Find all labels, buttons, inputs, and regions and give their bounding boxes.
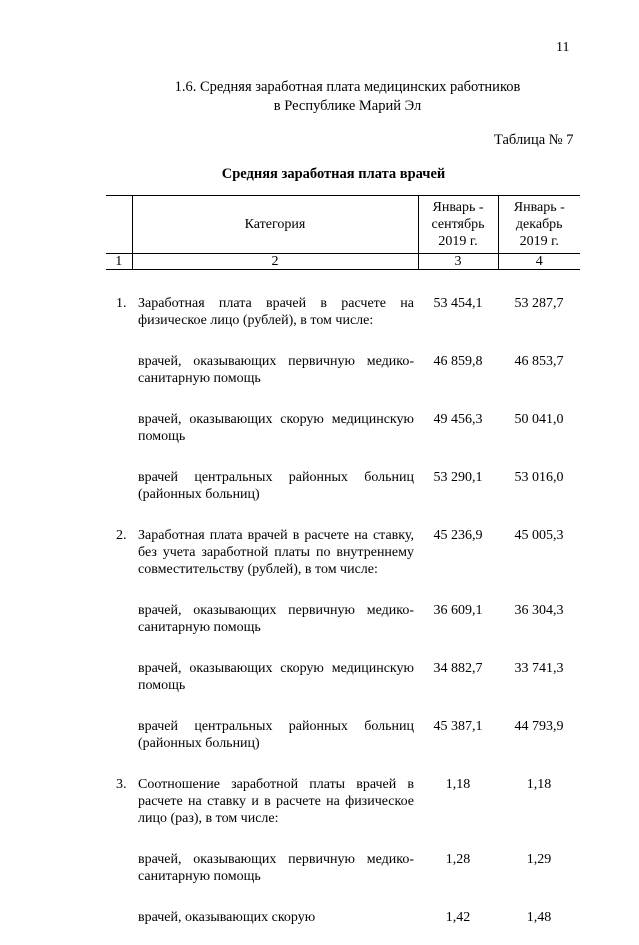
row-value-jan-sep: 46 859,8	[418, 348, 498, 406]
row-value-jan-dec: 53 016,0	[498, 464, 580, 522]
table-row	[106, 522, 580, 597]
header-period-b-line-3: 2019 г.	[503, 233, 577, 250]
row-number: 1.	[106, 270, 132, 349]
row-value-jan-sep: 53 290,1	[418, 464, 498, 522]
row-number: 2.	[106, 522, 132, 597]
header-period-b-line-1: Январь -	[503, 199, 577, 216]
row-value-jan-sep: 1,28	[418, 846, 498, 904]
row-value-jan-dec: 1,48	[498, 904, 580, 945]
row-value-jan-sep: 1,42	[418, 904, 498, 945]
header-period-jan-dec	[498, 196, 580, 254]
header-period-b-line-2: декабрь	[503, 216, 577, 233]
row-value-jan-dec: 33 741,3	[498, 655, 580, 713]
table-row	[106, 348, 580, 406]
table-row	[106, 464, 580, 522]
row-value-jan-dec: 53 287,7	[498, 270, 580, 349]
row-category-text: Заработная плата врачей в расчете на физическое лицо (рублей), в том числе:	[132, 270, 418, 349]
row-category-text: врачей, оказывающих первичную медико-санитарную помощь	[132, 597, 418, 655]
row-category-text: врачей центральных районных больниц (районных больниц)	[132, 713, 418, 771]
table-row	[106, 655, 580, 713]
row-category-text: врачей центральных районных больниц (районных больниц)	[132, 464, 418, 522]
header-category: Категория	[132, 196, 418, 254]
column-number: 4	[498, 254, 580, 270]
table-row	[106, 771, 580, 846]
column-number: 1	[106, 254, 132, 270]
header-period-a-line-1: Январь -	[423, 199, 494, 216]
column-number-row	[106, 254, 580, 270]
row-value-jan-dec: 50 041,0	[498, 406, 580, 464]
row-value-jan-dec: 45 005,3	[498, 522, 580, 597]
row-number	[106, 846, 132, 904]
table-row	[106, 406, 580, 464]
table-header-row	[106, 196, 580, 254]
row-number: 3.	[106, 771, 132, 846]
row-category-text: врачей, оказывающих первичную медико-санитарную помощь	[132, 846, 418, 904]
row-number	[106, 904, 132, 945]
row-value-jan-sep: 1,18	[418, 771, 498, 846]
header-period-a-line-2: сентябрь	[423, 216, 494, 233]
row-number	[106, 348, 132, 406]
row-value-jan-sep: 45 236,9	[418, 522, 498, 597]
section-title-line-1: 1.6. Средняя заработная плата медицинских работников	[0, 78, 639, 97]
row-number	[106, 406, 132, 464]
row-value-jan-dec: 1,29	[498, 846, 580, 904]
row-category-text: врачей, оказывающих скорую	[132, 904, 418, 945]
row-value-jan-sep: 49 456,3	[418, 406, 498, 464]
table-body	[106, 270, 580, 945]
row-category-text: врачей, оказывающих скорую медицинскую помощь	[132, 406, 418, 464]
row-number	[106, 655, 132, 713]
header-period-jan-sep	[418, 196, 498, 254]
row-number	[106, 597, 132, 655]
row-value-jan-dec: 36 304,3	[498, 597, 580, 655]
section-title-line-2: в Республике Марий Эл	[0, 97, 639, 116]
row-value-jan-sep: 34 882,7	[418, 655, 498, 713]
table-label: Таблица № 7	[494, 132, 573, 149]
row-number	[106, 713, 132, 771]
column-number: 3	[418, 254, 498, 270]
row-category-text: Соотношение заработной платы врачей в расчете на ставку и в расчете на физическое лицо (раз), в том числе:	[132, 771, 418, 846]
salary-table	[106, 195, 580, 945]
row-category-text: врачей, оказывающих первичную медико-санитарную помощь	[132, 348, 418, 406]
row-value-jan-sep: 53 454,1	[418, 270, 498, 349]
table-row	[106, 597, 580, 655]
header-number-cell	[106, 196, 132, 254]
row-category-text: Заработная плата врачей в расчете на ставку, без учета заработной платы по внутреннему совместительству (рублей), в том числе:	[132, 522, 418, 597]
section-title	[0, 78, 639, 116]
row-value-jan-dec: 46 853,7	[498, 348, 580, 406]
row-number	[106, 464, 132, 522]
row-category-text: врачей, оказывающих скорую медицинскую помощь	[132, 655, 418, 713]
table-row	[106, 846, 580, 904]
row-value-jan-sep: 36 609,1	[418, 597, 498, 655]
table-row	[106, 270, 580, 349]
table-title: Средняя заработная плата врачей	[0, 166, 639, 183]
page-number: 11	[556, 40, 569, 56]
row-value-jan-dec: 44 793,9	[498, 713, 580, 771]
row-value-jan-dec: 1,18	[498, 771, 580, 846]
column-number: 2	[132, 254, 418, 270]
table-row	[106, 713, 580, 771]
header-period-a-line-3: 2019 г.	[423, 233, 494, 250]
table-row	[106, 904, 580, 945]
row-value-jan-sep: 45 387,1	[418, 713, 498, 771]
